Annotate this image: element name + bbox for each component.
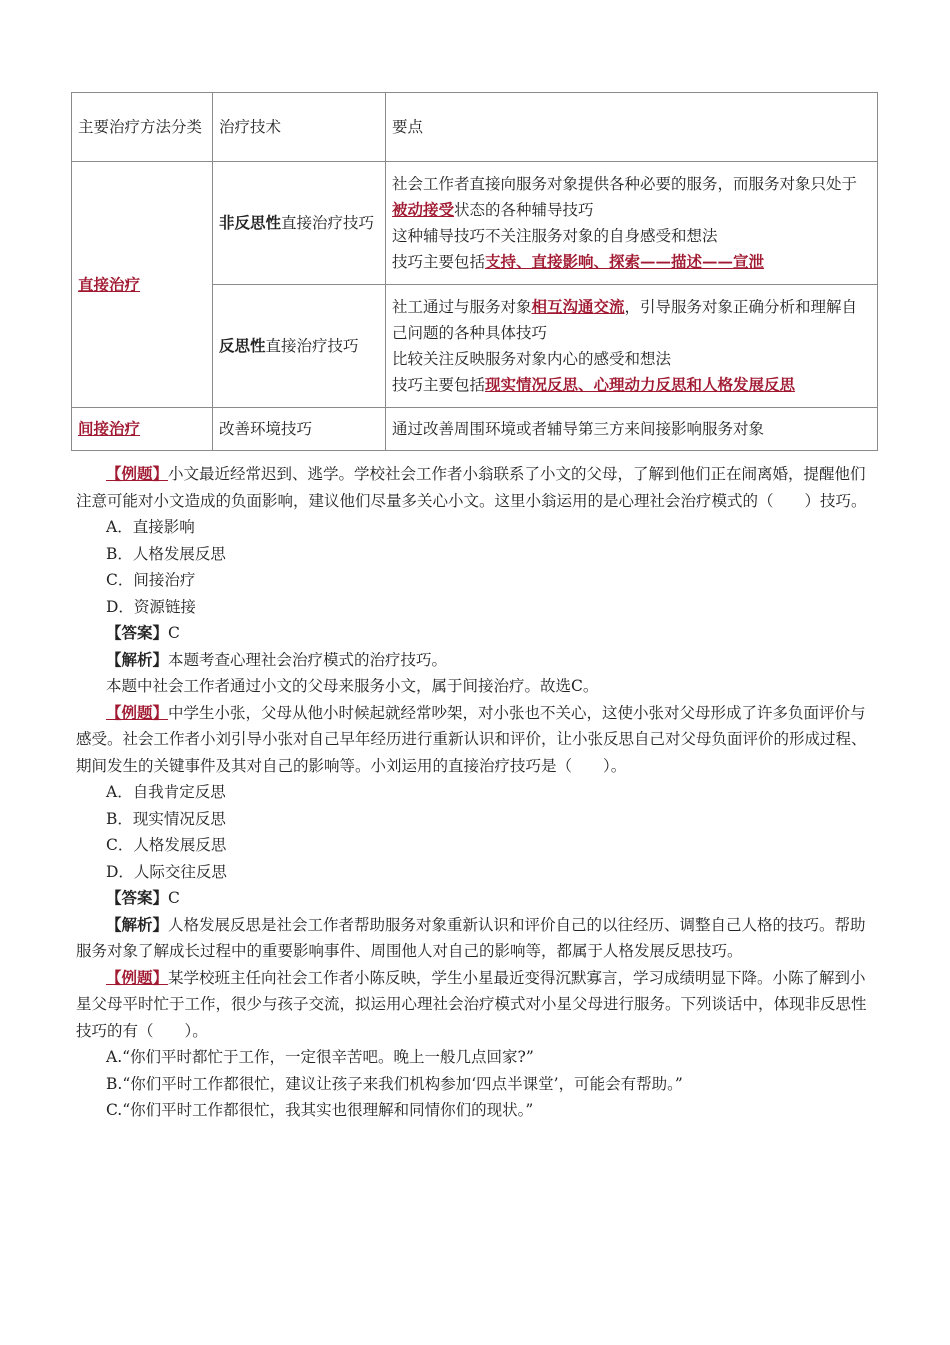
category-indirect bbox=[72, 408, 213, 451]
therapy-methods-table bbox=[71, 92, 878, 451]
example-tag: 【例题】 bbox=[106, 702, 169, 722]
point-line: 这种辅导技巧不关注服务对象的自身感受和想法 bbox=[392, 227, 718, 245]
technique-nonreflective-bold: 非反思性 bbox=[219, 213, 282, 232]
key-term: 支持、直接影响、探索——描述——宣泄 bbox=[485, 252, 765, 271]
point-line bbox=[392, 372, 871, 398]
answer-tag: 【答案】 bbox=[106, 623, 169, 642]
text: 技巧主要包括 bbox=[392, 376, 486, 394]
option: A．自我肯定反思 bbox=[106, 783, 226, 801]
technique-nonreflective bbox=[213, 162, 386, 285]
table-row bbox=[72, 408, 878, 451]
stem-text: 小文最近经常迟到、逃学。学校社会工作者小翁联系了小文的父母，了解到他们正在闹离婚，提醒他们注意可能对小文造成的负面影响，建议他们尽量多关心小文。这里小翁运用的是心理社会治疗模式的（ ）技巧。 bbox=[76, 465, 867, 510]
option: B．人格发展反思 bbox=[106, 544, 226, 563]
option: A．直接影响 bbox=[106, 518, 195, 536]
analysis bbox=[76, 912, 876, 965]
analysis-continued: 本题中社会工作者通过小文的父母来服务小文，属于间接治疗。故选C。 bbox=[106, 677, 599, 695]
question-section bbox=[76, 461, 876, 1124]
header-category: 主要治疗方法分类 bbox=[72, 93, 213, 162]
table-row bbox=[72, 162, 878, 285]
category-direct bbox=[72, 162, 213, 408]
option: C．人格发展反思 bbox=[106, 836, 227, 854]
technique-nonreflective-rest: 直接治疗技巧 bbox=[281, 214, 375, 232]
example-tag: 【例题】 bbox=[106, 967, 169, 987]
points-reflective bbox=[386, 285, 878, 408]
option: C.“你们平时工作都很忙，我其实也很理解和同情你们的现状。” bbox=[106, 1101, 534, 1119]
text: 社工通过与服务对象 bbox=[392, 298, 532, 316]
analysis-text: 人格发展反思是社会工作者帮助服务对象重新认识和评价自己的以往经历、调整自己人格的技巧。帮助服务对象了解成长过程中的重要影响事件、周围他人对自己的影响等，都属于人格发展反思技巧。 bbox=[76, 915, 866, 960]
answer-value: C bbox=[168, 889, 180, 907]
header-technique: 治疗技术 bbox=[213, 93, 386, 162]
question-1-stem bbox=[76, 461, 876, 514]
text: 状态的各种辅导技巧 bbox=[454, 201, 594, 219]
answer bbox=[76, 620, 876, 647]
example-tag: 【例题】 bbox=[106, 464, 169, 483]
option: A.“你们平时都忙于工作，一定很辛苦吧。晚上一般几点回家?” bbox=[106, 1048, 534, 1066]
point-line: 比较关注反映服务对象内心的感受和想法 bbox=[392, 350, 672, 368]
table-header-row bbox=[72, 93, 878, 162]
key-term: 相互沟通交流 bbox=[531, 297, 625, 316]
question-2-stem bbox=[76, 700, 876, 780]
option: B．现实情况反思 bbox=[106, 809, 226, 828]
option: D．资源链接 bbox=[106, 597, 196, 616]
text: ，引导服务对象正确分析和理解自己问题的各种具体技巧 bbox=[392, 298, 858, 342]
stem-text: 某学校班主任向社会工作者小陈反映，学生小星最近变得沉默寡言，学习成绩明显下降。小陈了解到小星父母平时忙于工作，很少与孩子交流，拟运用心理社会治疗模式对小星父母进行服务。下列谈话中，体现非反思性技巧的有（ ）。 bbox=[76, 968, 867, 1040]
category-indirect-label: 间接治疗 bbox=[78, 419, 141, 438]
header-points: 要点 bbox=[386, 93, 878, 162]
stem-text: 中学生小张，父母从他小时候起就经常吵架，对小张也不关心，这使小张对父母形成了许多负面评价与感受。社会工作者小刘引导小张对自己早年经历进行重新认识和评价，让小张反思自己对父母负面评价的形成过程、期间发生的关键事件及其对自己的影响等。小刘运用的直接治疗技巧是（ ）。 bbox=[76, 703, 867, 775]
point-line bbox=[392, 171, 871, 223]
analysis-tag: 【解析】 bbox=[106, 649, 169, 669]
technique-reflective-bold: 反思性 bbox=[219, 336, 266, 355]
point-line bbox=[392, 249, 871, 275]
question-3-stem bbox=[76, 965, 876, 1045]
technique-reflective bbox=[213, 285, 386, 408]
technique-indirect: 改善环境技巧 bbox=[213, 408, 386, 451]
points-nonreflective bbox=[386, 162, 878, 285]
analysis-tag: 【解析】 bbox=[106, 914, 169, 934]
text: 社会工作者直接向服务对象提供各种必要的服务，而服务对象只处于 bbox=[392, 175, 858, 193]
option: C．间接治疗 bbox=[106, 571, 196, 589]
analysis-text: 本题考查心理社会治疗模式的治疗技巧。 bbox=[168, 650, 448, 669]
points-indirect: 通过改善周围环境或者辅导第三方来间接影响服务对象 bbox=[386, 408, 878, 451]
answer bbox=[76, 885, 876, 912]
point-line bbox=[392, 294, 871, 346]
answer-tag: 【答案】 bbox=[106, 888, 169, 907]
text: 技巧主要包括 bbox=[392, 253, 486, 271]
key-term: 现实情况反思、心理动力反思和人格发展反思 bbox=[485, 375, 796, 394]
technique-reflective-rest: 直接治疗技巧 bbox=[265, 337, 359, 355]
option: D．人际交往反思 bbox=[106, 862, 227, 881]
analysis bbox=[76, 647, 876, 674]
category-direct-label: 直接治疗 bbox=[78, 274, 141, 294]
answer-value: C bbox=[168, 624, 180, 642]
key-term: 被动接受 bbox=[392, 200, 455, 219]
option: B.“你们平时工作都很忙，建议让孩子来我们机构参加‘四点半课堂’，可能会有帮助。” bbox=[106, 1074, 683, 1093]
